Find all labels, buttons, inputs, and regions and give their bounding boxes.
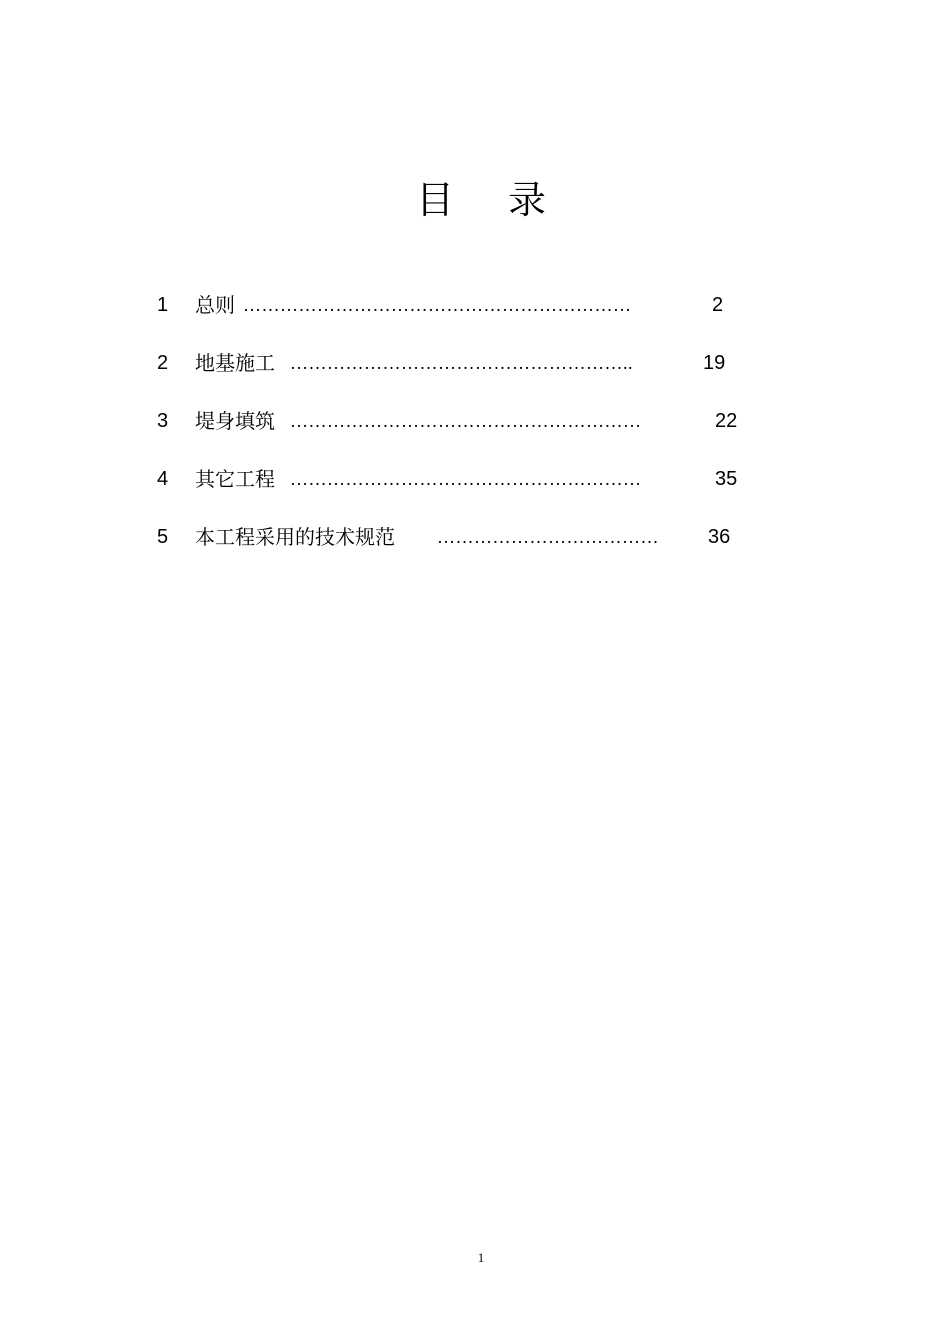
toc-entry-page: 35	[715, 468, 738, 490]
toc-entry-title: 本工程采用的技术规范	[195, 525, 395, 549]
toc-entry-title: 总则	[195, 293, 235, 317]
toc-entry-number: 4	[157, 468, 169, 490]
toc-entry[interactable]	[157, 343, 757, 401]
toc-entry-title: 其它工程	[195, 467, 275, 491]
toc-entry-number: 3	[157, 410, 169, 432]
toc-entry[interactable]	[157, 401, 757, 459]
page-number: 1	[477, 1250, 485, 1265]
toc-entry-page: 22	[715, 410, 738, 432]
toc-entry-number: 5	[157, 526, 169, 548]
toc-leader-dots: …………………………………………………	[290, 469, 642, 489]
toc-entry[interactable]	[157, 459, 757, 517]
toc-entry-page: 36	[708, 526, 731, 548]
toc-entry-page: 2	[712, 294, 724, 316]
title-char-2: 录	[508, 178, 547, 222]
toc-entry-title: 堤身填筑	[195, 409, 275, 433]
toc-leader-dots: ………………………………………………..	[290, 353, 633, 373]
toc-entry-number: 2	[157, 352, 169, 374]
toc-entry-number: 1	[157, 294, 169, 316]
toc-leader-dots: ………………………………………………………	[243, 295, 632, 315]
toc-entry-title: 地基施工	[195, 351, 275, 375]
toc-entry[interactable]	[157, 285, 757, 343]
title-char-1: 目	[415, 178, 454, 222]
toc-leader-dots: …………………………………………………	[290, 411, 642, 431]
toc-entry-page: 19	[703, 352, 726, 374]
table-of-contents	[157, 285, 757, 575]
page-title	[0, 172, 950, 228]
toc-entry[interactable]	[157, 517, 757, 575]
toc-leader-dots: ………………………………	[437, 527, 659, 547]
